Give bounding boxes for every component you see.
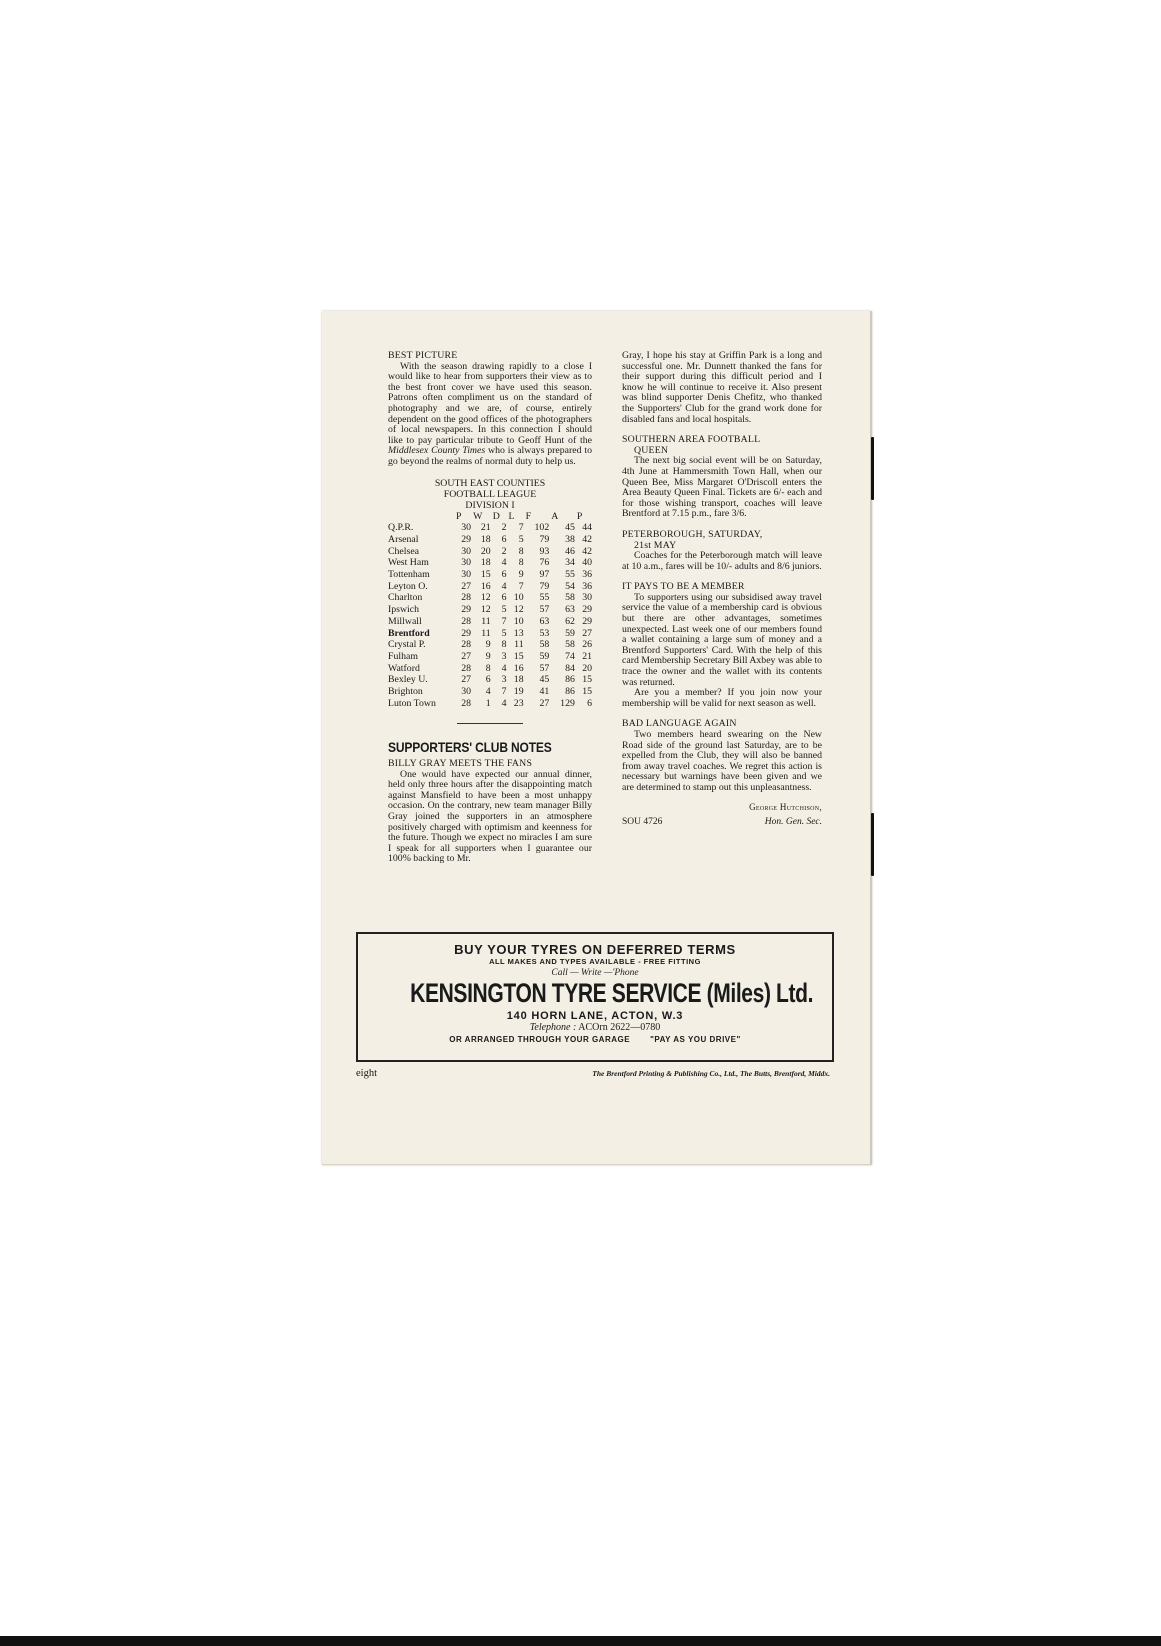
table-row [388,663,592,675]
stat-cell: 4 [501,697,507,709]
stat-cell: 19 [513,686,524,698]
bad-language-paragraph: Two members heard swearing on the New Road side of the ground last Saturday, are to be expelled from the Club, they will also be banned from away travel coaches. We regret this action is necessary but warnings have been given and we are determined to stamp out this unpleasantness. [622,729,822,793]
stat-cell: 58 [539,639,550,651]
stat-cell: 7 [518,522,524,534]
stat-cell: 97 [539,569,550,581]
stat-cell: 6 [587,697,592,709]
stat-cell: 5 [518,533,524,545]
advert-headline: BUY YOUR TYRES ON DEFERRED TERMS [454,942,736,957]
advert-garage-note: OR ARRANGED THROUGH YOUR GARAGE [449,1035,631,1044]
member-paragraph-2: Are you a member? If you join now your membership will be valid for next season as well. [622,687,822,709]
team-name: Fulham [388,650,418,662]
signature-line [622,802,822,813]
southern-heading-line-1: SOUTHERN AREA FOOTBALL [622,434,761,446]
telephone-label: Telephone : [529,1022,577,1033]
stat-cell: 42 [582,533,592,545]
stat-cell: 59 [565,627,575,639]
league-division: DIVISION I [465,499,515,511]
advert-subline: ALL MAKES AND TYPES AVAILABLE - FREE FITTING [489,957,701,966]
team-name: Charlton [388,592,423,604]
league-title-line-2: FOOTBALL LEAGUE [443,488,537,500]
stat-cell: 21 [582,650,592,662]
stat-cell: 58 [565,639,575,651]
table-row [388,534,592,546]
stat-cell: 13 [513,627,524,639]
signature-name: George Hutchison, [749,801,822,812]
stat-cell: 2 [501,522,507,534]
team-name: Crystal P. [388,639,426,651]
stat-cell: 12 [480,592,491,604]
team-name: Brighton [388,686,423,698]
stat-cell: 9 [485,650,491,662]
table-row [388,569,592,581]
stat-cell: 58 [565,592,575,604]
stat-cell: 2 [501,545,507,557]
stat-cell: 18 [480,557,491,569]
stat-cell: 4 [501,580,507,592]
page-number: eight [356,1068,377,1079]
stat-cell: 6 [501,569,507,581]
table-row [388,651,592,663]
stat-cell: 53 [539,627,550,639]
stat-cell: 86 [565,686,575,698]
stat-cell: 30 [461,545,472,557]
divider [457,723,523,724]
team-name: Brentford [388,627,430,639]
stat-cell: 30 [461,569,472,581]
stat-cell: 76 [539,557,550,569]
stat-cell: 54 [565,580,575,592]
table-row [388,557,592,569]
stat-cell: 74 [565,650,575,662]
scan-edge-bar [0,1636,1161,1646]
stat-cell: 42 [582,545,592,557]
col-points: P [576,510,583,522]
member-heading: IT PAYS TO BE A MEMBER [622,581,745,593]
stat-cell: 16 [513,662,524,674]
stat-cell: 29 [582,615,592,627]
stat-cell: 29 [582,604,592,616]
league-table [388,511,592,710]
team-name: West Ham [388,557,429,569]
stat-cell: 12 [480,604,491,616]
advert-company-name: KENSINGTON TYRE SERVICE (Miles) Ltd. [410,978,814,1008]
stat-cell: 93 [539,545,550,557]
left-column [388,351,592,865]
telephone-number: ACOrn 2622—0780 [578,1022,661,1033]
table-row [388,674,592,686]
table-row [388,592,592,604]
stat-cell: 6 [501,533,507,545]
team-name: Bexley U. [388,674,428,686]
col-won: W [473,510,483,522]
signature-ref: SOU 4726 [622,817,663,828]
southern-area-paragraph: The next big social event will be on Saturday, 4th June at Hammersmith Town Hall, when our Queen Bee, Miss Margaret O'Driscoll enters the Area Beauty Queen Final. Tickets are 6/- each and for those wishing transport, coaches will leave Brentford at 7.15 p.m., fare 3/6. [622,455,822,520]
printer-credit: The Brentford Printing & Publishing Co., Ltd., The Butts, Brentford, Middx. [592,1069,830,1078]
right-column [622,351,822,828]
col-lost: L [508,510,515,522]
stat-cell: 26 [582,639,592,651]
stat-cell: 6 [501,592,507,604]
newspaper-name: Middlesex County Times [388,445,486,457]
stat-cell: 28 [461,592,472,604]
stat-cell: 29 [461,533,472,545]
team-name: Leyton O. [388,580,428,592]
club-notes-heading: SUPPORTERS' CLUB NOTES [388,739,552,756]
team-name: Millwall [388,615,422,627]
league-heading [388,478,592,511]
team-name: Q.P.R. [388,522,414,534]
stat-cell: 55 [539,592,550,604]
stat-cell: 27 [461,674,472,686]
team-name: Chelsea [388,545,420,557]
stat-cell: 30 [582,592,592,604]
team-name: Tottenham [388,569,430,581]
advert-footer-line [358,1035,832,1044]
stat-cell: 10 [513,615,524,627]
stat-cell: 59 [539,650,550,662]
stat-cell: 27 [539,697,550,709]
stat-cell: 3 [501,674,507,686]
stat-cell: 10 [513,592,524,604]
stat-cell: 7 [518,580,524,592]
stat-cell: 4 [501,662,507,674]
stat-cell: 57 [539,662,550,674]
staple-top [871,437,874,500]
col-for: F [525,510,532,522]
tyre-advert [356,932,834,1062]
continued-paragraph: Gray, I hope his stay at Griffin Park is a long and successful one. Mr. Dunnett thanked the fans for their support during this difficult period and I know he will continue to receive it. Also present was blind supporter Denis Chefitz, who thanked the Supporters' Club for the grand work done for disabled fans and local hospitals. [622,350,822,425]
advert-slogan: "PAY AS YOU DRIVE" [650,1035,741,1044]
stat-cell: 30 [461,686,472,698]
signature-ref-line [622,817,822,828]
stat-cell: 5 [501,604,507,616]
stat-cell: 86 [565,674,575,686]
stat-cell: 20 [582,662,592,674]
peterborough-heading-line-2: 21st MAY [634,539,677,551]
program-page [322,311,872,1165]
page-footer [356,1068,830,1079]
table-row [388,616,592,628]
table-row [388,639,592,651]
stat-cell: 8 [501,639,507,651]
stat-cell: 34 [565,557,575,569]
stat-cell: 4 [501,557,507,569]
stat-cell: 3 [501,650,507,662]
staple-bottom [871,813,874,876]
stat-cell: 40 [582,557,592,569]
billy-gray-heading: BILLY GRAY MEETS THE FANS [388,758,533,770]
table-row [388,522,592,534]
stat-cell: 20 [480,545,491,557]
stat-cell: 79 [539,580,550,592]
stat-cell: 27 [582,627,592,639]
league-header-row [388,511,592,523]
table-row [388,546,592,558]
best-picture-heading: BEST PICTURE [388,350,458,361]
stat-cell: 8 [485,662,491,674]
stat-cell: 27 [461,650,472,662]
stat-cell: 28 [461,662,472,674]
table-row [388,604,592,616]
signature-role: Hon. Gen. Sec. [764,817,822,828]
stat-cell: 7 [501,686,507,698]
stat-cell: 41 [539,686,550,698]
stat-cell: 38 [565,533,575,545]
col-played: P [456,510,462,522]
stat-cell: 15 [582,686,592,698]
stat-cell: 55 [565,569,575,581]
stat-cell: 45 [539,674,550,686]
stat-cell: 12 [513,604,524,616]
stat-cell: 84 [565,662,575,674]
member-paragraph-1: To supporters using our subsidised away travel service the value of a membership card is obvious but there are other advantages, sometimes unexpected. Last week one of our members found a wallet containing a large sum of money and a Brentford Supporters' Card. With the help of this card Membership Secretary Bill Axbey was able to trace the owner and the wallet with its contents was returned. [622,591,822,688]
stat-cell: 29 [461,627,472,639]
stat-cell: 57 [539,604,550,616]
stat-cell: 9 [485,639,491,651]
stat-cell: 15 [480,569,491,581]
col-drawn: D [492,510,500,522]
stat-cell: 79 [539,533,550,545]
stat-cell: 15 [582,674,592,686]
bad-language-heading: BAD LANGUAGE AGAIN [622,718,737,730]
team-name: Arsenal [388,533,419,545]
stat-cell: 6 [485,674,491,686]
stat-cell: 7 [501,615,507,627]
peterborough-heading [622,530,822,551]
advert-telephone [358,1022,832,1033]
best-picture-text-2: who is always prepared to go beyond the realms of normal duty to help us. [388,445,593,467]
stat-cell: 11 [481,627,491,639]
league-title-line-1: SOUTH EAST COUNTIES [434,477,546,489]
team-name: Watford [388,662,420,674]
peterborough-heading-line-1: PETERBOROUGH, SATURDAY, [622,528,763,540]
stat-cell: 102 [534,522,550,534]
stat-cell: 5 [501,627,507,639]
stat-cell: 15 [513,650,524,662]
advert-contact-methods: Call — Write —'Phone [551,968,639,978]
stat-cell: 23 [513,697,524,709]
stat-cell: 28 [461,615,472,627]
stat-cell: 8 [518,545,524,557]
stat-cell: 36 [582,569,592,581]
stat-cell: 62 [565,615,575,627]
stat-cell: 27 [461,580,472,592]
stat-cell: 28 [461,639,472,651]
peterborough-paragraph: Coaches for the Peterborough match will leave at 10 a.m., fares will be 10/- adults and 8/6 juniors. [622,550,822,572]
stat-cell: 18 [513,674,524,686]
stat-cell: 45 [565,522,575,534]
stat-cell: 29 [461,604,472,616]
stat-cell: 28 [461,697,472,709]
table-row [388,581,592,593]
stat-cell: 36 [582,580,592,592]
best-picture-text-1: With the season drawing rapidly to a close I would like to hear from supporters their view as to the best front cover we have used this season. Patrons often compliment us on the standard of photography and we are, of course, entirely dependent on the good offices of the photographers of local newspapers. In this connection I should like to pay particular tribute to Geoff Hunt of the [388,360,592,446]
stat-cell: 8 [518,557,524,569]
advert-address: 140 HORN LANE, ACTON, W.3 [506,1010,684,1022]
stat-cell: 11 [514,639,524,651]
league-rows [388,522,592,709]
stat-cell: 4 [485,686,491,698]
southern-heading-line-2: QUEEN [634,444,669,456]
stat-cell: 46 [565,545,575,557]
stat-cell: 63 [565,604,575,616]
stat-cell: 11 [481,615,491,627]
stat-cell: 21 [480,522,491,534]
stat-cell: 1 [485,697,491,709]
southern-area-heading [622,435,822,456]
table-row [388,628,592,640]
stat-cell: 30 [461,522,472,534]
billy-gray-paragraph: One would have expected our annual dinner, held only three hours after the disappointing match against Mansfield to have been a most unhappy occasion. On the contrary, new team manager Billy Gray joined the supporters in an atmosphere positively charged with optimism and keenness for the future. Though we expect no miracles I am sure I speak for all supporters when I guarantee our 100% backing to Mr. [388,768,592,865]
stat-cell: 16 [480,580,491,592]
team-name: Luton Town [388,697,436,709]
table-row [388,686,592,698]
best-picture-paragraph [388,362,592,468]
stat-cell: 63 [539,615,550,627]
stat-cell: 18 [480,533,491,545]
stat-cell: 129 [560,697,575,709]
table-row [388,698,592,710]
stat-cell: 44 [582,522,592,534]
team-name: Ipswich [388,604,420,616]
col-against: A [551,510,559,522]
stat-cell: 9 [518,569,524,581]
stat-cell: 30 [461,557,472,569]
